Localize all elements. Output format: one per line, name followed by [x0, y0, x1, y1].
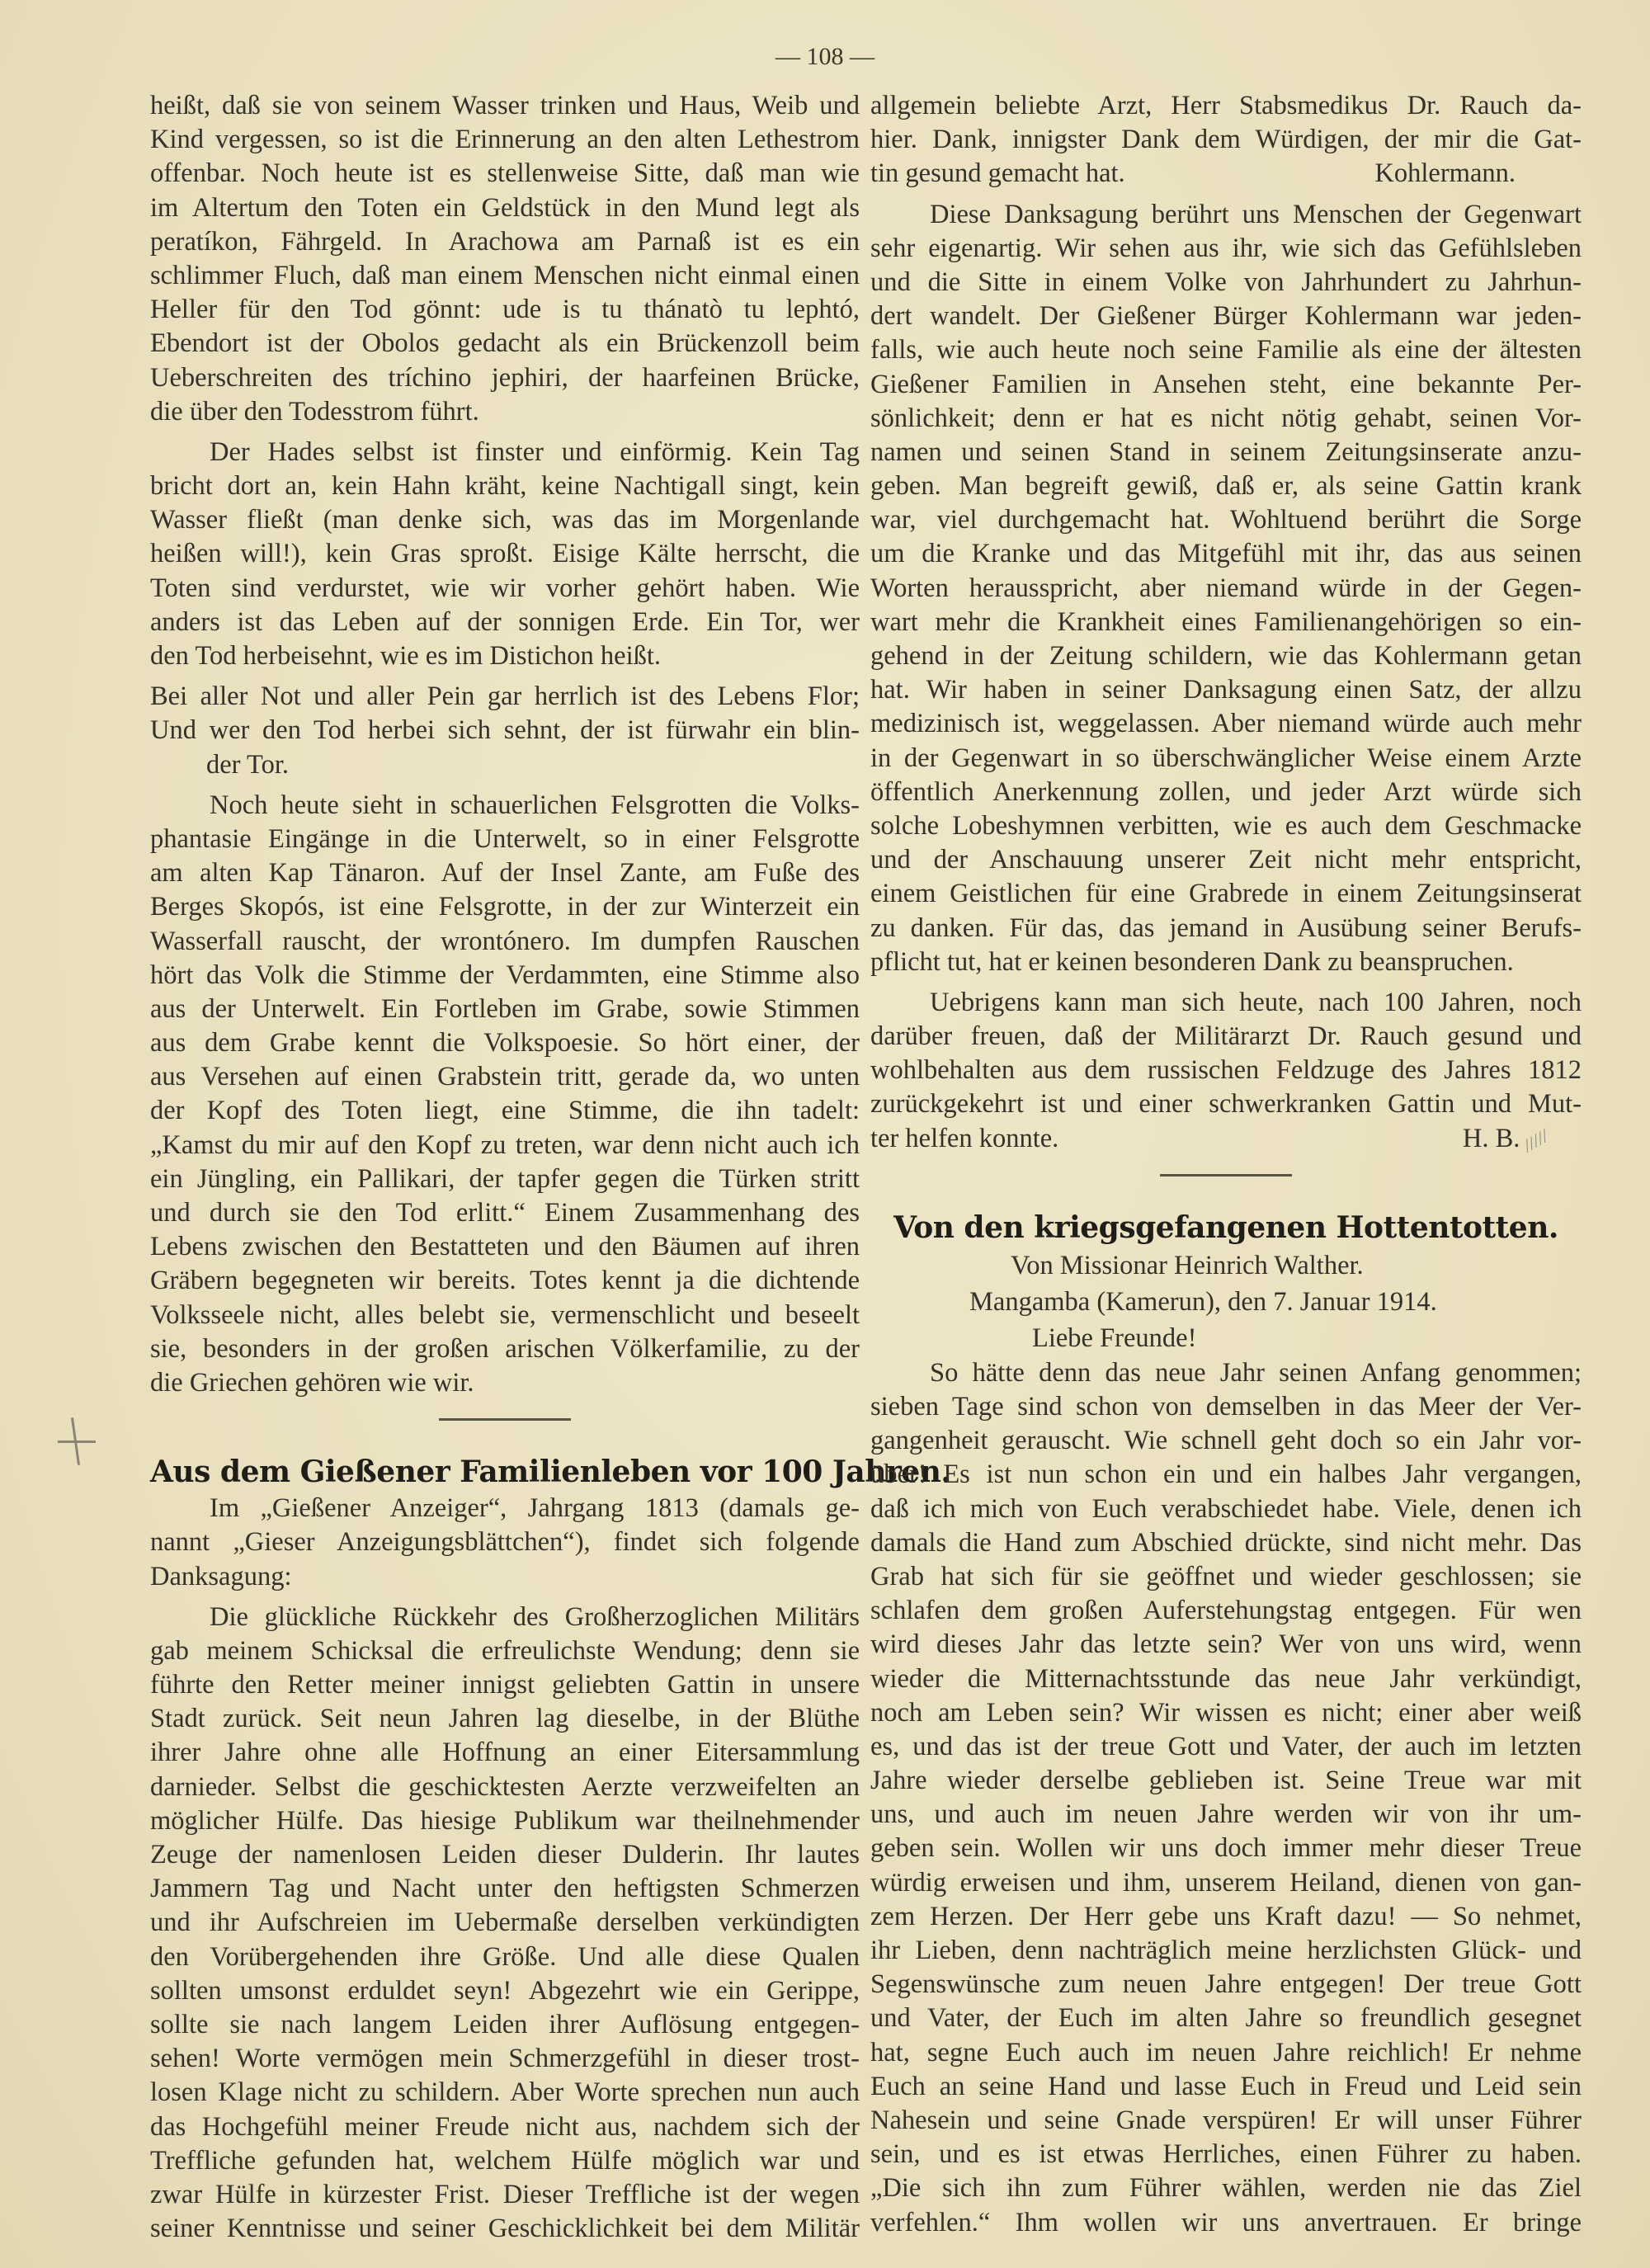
text-line: öffentlich Anerkennung zollen, und jeder Arzt würde sich: [870, 776, 1582, 807]
text-line: offenbar. Noch heute ist es stellenweise Sitte, daß man wie: [150, 158, 860, 189]
text-line: sein, und es ist etwas Herrliches, einen Führer zu haben.: [870, 2139, 1582, 2170]
text-line: aus dem Grabe kennt die Volkspoesie. So hört einer, der: [150, 1028, 860, 1059]
text-line: die Griechen gehören wie wir.: [150, 1367, 474, 1398]
article-title-giessen: Aus dem Gießener Familienleben vor 100 Jahren.: [150, 1455, 951, 1490]
text-line: und durch sie den Tod erlitt.“ Einem Zusammenhang des: [150, 1198, 860, 1228]
paragraph-danksagung: [150, 1601, 860, 2247]
text-line: sollte sie nach langem Leiden ihrer Auflösung entgegen-: [150, 2009, 860, 2039]
text-line: Kind vergessen, so ist die Erinnerung an den alten Lethestrom: [150, 125, 860, 155]
text-line: sehr eigenartig. Wir sehen aus ihr, wie sich das Gefühlsleben: [870, 233, 1582, 263]
text-line: wart mehr die Krankheit eines Familienangehörigen so ein-: [870, 606, 1582, 637]
text-line: bricht dort an, kein Hahn kräht, keine Nachtigall singt, kein: [150, 471, 860, 502]
left-column: [150, 89, 951, 2246]
text-line: anders ist das Leben auf der sonnigen Erde. Ein Tor, wer: [150, 606, 860, 637]
section-divider: [439, 1418, 571, 1421]
text-line: Im „Gießener Anzeiger“, Jahrgang 1813 (damals ge-: [210, 1493, 860, 1524]
paragraph-hades: [150, 436, 860, 673]
paragraph-anzeiger: [150, 1492, 860, 1594]
text-line: Bei aller Not und aller Pein gar herrlich ist des Lebens Flor;: [150, 681, 860, 712]
text-line: heißen will!), kein Gras sproßt. Eisige Kälte herrscht, die: [150, 539, 860, 569]
paragraph-danksagung-cont: [870, 89, 1582, 157]
text-line: würdig erweisen und ihm, unserem Heiland, dienen von gan-: [870, 1867, 1582, 1898]
text-line: Treffliche gefunden hat, welchem Hülfe möglich war und: [150, 2145, 860, 2176]
text-line: Gräbern begegneten wir bereits. Totes kennt ja die dichtende: [150, 1266, 860, 1296]
paragraph-uebrigens: [870, 986, 1582, 1122]
paragraph-volkspoesie: [150, 789, 860, 1400]
text-line: Wasser fließt (man denke sich, was das im Morgenlande: [150, 505, 860, 535]
text-line: Wasserfall rauscht, der wrontónero. Im dumpfen Rauschen: [150, 926, 860, 956]
text-line: war, viel durchgemacht hat. Wohltuend berührt die Sorge: [870, 505, 1582, 535]
text-line: Ueberschreiten des tríchino jephiri, der haarfeinen Brücke,: [150, 362, 860, 393]
text-line: losen Klage nicht zu schildern. Aber Worte sprechen nun auch: [150, 2077, 860, 2108]
text-line: damals die Hand zum Abschied drückte, sind nicht mehr. Das: [870, 1527, 1582, 1558]
text-line: Diese Danksagung berührt uns Menschen der Gegenwart: [930, 199, 1582, 229]
text-line: „Die sich ihn zum Führer wählen, werden nie das Ziel: [870, 2173, 1582, 2204]
text-line: um die Kranke und das Mitgefühl mit ihr, das aus seinen: [870, 539, 1582, 569]
text-line: aus der Unterwelt. Ein Fortleben im Grabe, sowie Stimmen: [150, 993, 860, 1024]
text-line: und der Anschauung unserer Zeit nicht mehr entspricht,: [870, 845, 1582, 875]
text-line: wird dieses Jahr das letzte sein? Wer von uns wird, wenn: [870, 1629, 1582, 1660]
text-line: aus Versehen auf einen Grabstein tritt, gerade da, wo unten: [150, 1062, 860, 1092]
text-line: geben sein. Wollen wir uns doch immer mehr dieser Treue: [870, 1833, 1582, 1864]
text-line: der Kopf des Toten liegt, eine Stimme, die ihn tadelt:: [150, 1096, 860, 1126]
article-title-hottentotten: Von den kriegsgefangenen Hottentotten.: [893, 1209, 1558, 1245]
section-divider: [1160, 1174, 1292, 1176]
text-line: ihrer Jahre ohne alle Hoffnung an einer Eitersammlung: [150, 1738, 860, 1768]
text-line: schlafen dem großen Auferstehungstag entgegen. Für wen: [870, 1596, 1582, 1626]
text-line: Worten herausspricht, aber niemand würde in der Gegen-: [870, 573, 1582, 603]
text-line: Stadt zurück. Seit neun Jahren lag dieselbe, in der Blüthe: [150, 1704, 860, 1734]
text-line: Ebendort ist der Obolos gedacht als ein Brückenzoll beim: [150, 328, 860, 359]
text-line: Nahesein und seine Gnade verspüren! Er will unser Führer: [870, 2105, 1582, 2135]
text-line: Und wer den Tod herbei sich sehnt, der ist fürwahr ein blin-: [150, 715, 860, 746]
letter-salutation: Liebe Freunde!: [1032, 1323, 1197, 1353]
text-line: sönlichkeit; denn er hat es nicht nötig gehabt, seinen Vor-: [870, 403, 1582, 433]
text-line: hat, segne Euch auch im neuen Jahre reichlich! Er nehme: [870, 2037, 1582, 2068]
text-line: Zeuge der namenlosen Leiden dieser Dulderin. Ihr lautes: [150, 1840, 860, 1870]
text-line: uns, und auch im neuen Jahre werden wir von ihr um-: [870, 1799, 1582, 1830]
pencil-cross-mark: [58, 1417, 99, 1467]
text-line: ein Jüngling, ein Pallikari, der tapfer gegen die Türken stritt: [150, 1163, 860, 1194]
text-line: hört das Volk die Stimme der Verdammten, eine Stimme also: [150, 960, 860, 990]
text-line: zwar Hülfe in kürzester Frist. Dieser Treffliche ist der wegen: [150, 2179, 860, 2209]
paragraph-letter: [870, 1356, 1582, 2240]
pencil-scribble: /////: [1520, 1125, 1553, 1156]
uebrigens-last-line: ter helfen konnte.: [870, 1123, 1059, 1153]
text-line: noch am Leben sein? Wir wissen es nicht; einer aber weiß: [870, 1697, 1582, 1728]
text-line: allgemein beliebte Arzt, Herr Stabsmedikus Dr. Rauch da-: [870, 91, 1582, 120]
paragraph-lethe: [150, 89, 860, 429]
article-place-date: Mangamba (Kamerun), den 7. Januar 1914.: [969, 1286, 1437, 1317]
text-line: und ihr Aufschreien im Uebermaße derselben verkündigten: [150, 1907, 860, 1938]
text-line: medizinisch ist, weggelassen. Aber niemand würde auch mehr: [870, 709, 1582, 739]
text-line: namen und seinen Stand in seinem Zeitungsinserate anzu-: [870, 436, 1582, 467]
article-byline: Von Missionar Heinrich Walther.: [1011, 1250, 1364, 1280]
text-line: dert wandelt. Der Gießener Bürger Kohlermann war jeden-: [870, 301, 1582, 332]
text-line: Berges Skopós, ist eine Felsgrotte, in der zur Winterzeit ein: [150, 892, 860, 922]
text-line: So hätte denn das neue Jahr seinen Anfang genommen;: [930, 1357, 1582, 1388]
text-line: Der Hades selbst ist finster und einförmig. Kein Tag: [210, 436, 860, 467]
text-line: Grab hat sich für sie geöffnet und wieder geschlossen; sie: [870, 1561, 1582, 1591]
right-column: [870, 89, 1582, 2240]
text-line: Noch heute sieht in schauerlichen Felsgrotten die Volks-: [210, 790, 860, 820]
text-line: den Vorübergehenden ihre Größe. Und alle diese Qualen: [150, 1941, 860, 1972]
danksagung-closing: [870, 157, 1582, 191]
text-line: schlimmer Fluch, daß man einem Menschen nicht einmal einen: [150, 260, 860, 290]
text-line: sollten umsonst erduldet seyn! Abgezehrt wie ein Gerippe,: [150, 1975, 860, 2006]
text-line: sieben Tage sind schon von demselben in das Meer der Ver-: [870, 1392, 1582, 1422]
text-line: nannt „Gieser Anzeigungsblättchen“), findet sich folgende: [150, 1527, 860, 1558]
danksagung-last-line: tin gesund gemacht hat.: [870, 158, 1125, 189]
text-line: Volksseele nicht, alles belebt sie, vermenschlicht und beseelt: [150, 1299, 860, 1330]
text-line: gangenheit gerauscht. Wie schnell geht doch so ein Jahr vor-: [870, 1426, 1582, 1456]
text-line: Euch an seine Hand und lasse Euch in Freud und Leid sein: [870, 2071, 1582, 2101]
text-line: Toten sind verdurstet, wie wir vorher gehört haben. Wie: [150, 573, 860, 603]
text-line: am alten Kap Tänaron. Auf der Insel Zante, am Fuße des: [150, 858, 860, 889]
text-line: führte den Retter meiner innigst geliebten Gattin in unsere: [150, 1670, 860, 1700]
text-line: geben. Man begreift gewiß, daß er, als seine Gattin krank: [870, 471, 1582, 502]
text-line: die über den Todesstrom führt.: [150, 396, 479, 427]
text-line: möglicher Hülfe. Das hiesige Publikum war theilnehmender: [150, 1805, 860, 1836]
text-line: Gießener Familien in Ansehen steht, eine bekannte Per-: [870, 369, 1582, 399]
text-line: phantasie Eingänge in die Unterwelt, so in einer Felsgrotte: [150, 823, 860, 854]
text-line: den Tod herbeisehnt, wie es im Distichon heißt.: [150, 641, 662, 671]
text-line: hier. Dank, innigster Dank dem Würdigen, der mir die Gat-: [870, 125, 1582, 155]
text-line: Heller für den Tod gönnt: ude is tu thánatò tu lephtó,: [150, 295, 860, 325]
text-line: darüber freuen, daß der Militärarzt Dr. Rauch gesund und: [870, 1021, 1582, 1052]
text-line: ihr Lieben, denn nachträglich meine herzlichsten Glück- und: [870, 1936, 1582, 1965]
text-line: seiner Kenntnisse und seiner Geschicklichkeit bei dem Militär: [150, 2214, 860, 2244]
text-line: „Kamst du mir auf den Kopf zu treten, war denn nicht auch ich: [150, 1129, 860, 1160]
text-line: darnieder. Selbst die geschicktesten Aerzte verzweifelten an: [150, 1771, 860, 1802]
text-line: pflicht tut, hat er keinen besonderen Dank zu beanspruchen.: [870, 946, 1514, 977]
text-line: und Vater, der Euch im alten Jahre so freundlich gesegnet: [870, 2003, 1582, 2034]
text-line: Die glückliche Rückkehr des Großherzoglichen Militärs: [210, 1601, 860, 1632]
text-line: Segenswünsche zum neuen Jahre entgegen! Der treue Gott: [870, 1969, 1582, 2000]
paragraph-comment: [870, 198, 1582, 979]
uebrigens-closing: [870, 1122, 1582, 1156]
text-line: verfehlen.“ Ihm wollen wir uns anvertrauen. Er bringe: [870, 2207, 1582, 2237]
text-line: falls, wie auch heute noch seine Familie als eine der ältesten: [870, 335, 1582, 365]
text-line: wohlbehalten aus dem russischen Feldzuge des Jahres 1812: [870, 1055, 1582, 1086]
text-line: das Hochgefühl meiner Freude nicht aus, nachdem sich der: [150, 2111, 860, 2142]
text-line: sehen! Worte vermögen mein Schmerzgefühl in dieser trost-: [150, 2044, 860, 2074]
text-line: sie, besonders in der großen arischen Völkerfamilie, zu der: [150, 1333, 860, 1364]
text-line: hat. Wir haben in seiner Danksagung einen Satz, der allzu: [870, 675, 1582, 705]
text-line: solche Lobeshymnen verbitten, wie es auch dem Geschmacke: [870, 810, 1582, 841]
text-line: peratíkon, Fährgeld. In Arachowa am Parnaß ist es ein: [150, 226, 860, 257]
text-line: und die Sitte in einem Volke von Jahrhundert zu Jahrhun-: [870, 266, 1582, 297]
text-line: im Altertum den Toten ein Geldstück in den Mund legt als: [150, 192, 860, 223]
text-line: Uebrigens kann man sich heute, nach 100 Jahren, noch: [930, 987, 1582, 1017]
distichon: [150, 680, 860, 782]
text-line: daß ich mich von Euch verabschiedet habe. Viele, denen ich: [870, 1493, 1582, 1524]
text-line: einem Geistlichen für eine Grabrede in einem Zeitungsinserat: [870, 879, 1582, 909]
text-line: gehend in der Zeitung schildern, wie das Kohlermann getan: [870, 641, 1582, 671]
text-line: zu danken. Für das, das jemand in Ausübung seiner Berufs-: [870, 912, 1582, 943]
text-line: zem Herzen. Der Herr gebe uns Kraft dazu! — So nehmet,: [870, 1901, 1582, 1931]
text-line: wieder die Mitternachtsstunde das neue Jahr verkündigt,: [870, 1663, 1582, 1694]
text-line: Lebens zwischen den Bestatteten und den Bäumen auf ihren: [150, 1232, 860, 1262]
text-line: Jammern Tag und Nacht unter den heftigsten Schmerzen: [150, 1874, 860, 1904]
text-line: gab meinem Schicksal die erfreulichste Wendung; denn sie: [150, 1635, 860, 1666]
text-line: in der Gegenwart in so überschwänglicher Weise einem Arzte: [870, 743, 1582, 773]
signature-kohlermann: Kohlermann.: [1374, 158, 1516, 189]
text-line: über! Es ist nun schon ein und ein halbes Jahr vergangen,: [870, 1459, 1582, 1490]
text-line: heißt, daß sie von seinem Wasser trinken und Haus, Weib und: [150, 91, 860, 120]
text-line: es, und das ist der treue Gott und Vater, der auch im letzten: [870, 1731, 1582, 1761]
page-number: — 108 —: [776, 43, 874, 70]
text-line: zurückgekehrt ist und einer schwerkranken Gattin und Mut-: [870, 1089, 1582, 1120]
signature-hb: H. B.: [1462, 1123, 1520, 1153]
text-line: Jahre wieder derselbe geblieben ist. Seine Treue war mit: [870, 1766, 1582, 1796]
text-line: der Tor.: [206, 749, 290, 780]
text-line: Danksagung:: [150, 1561, 292, 1591]
